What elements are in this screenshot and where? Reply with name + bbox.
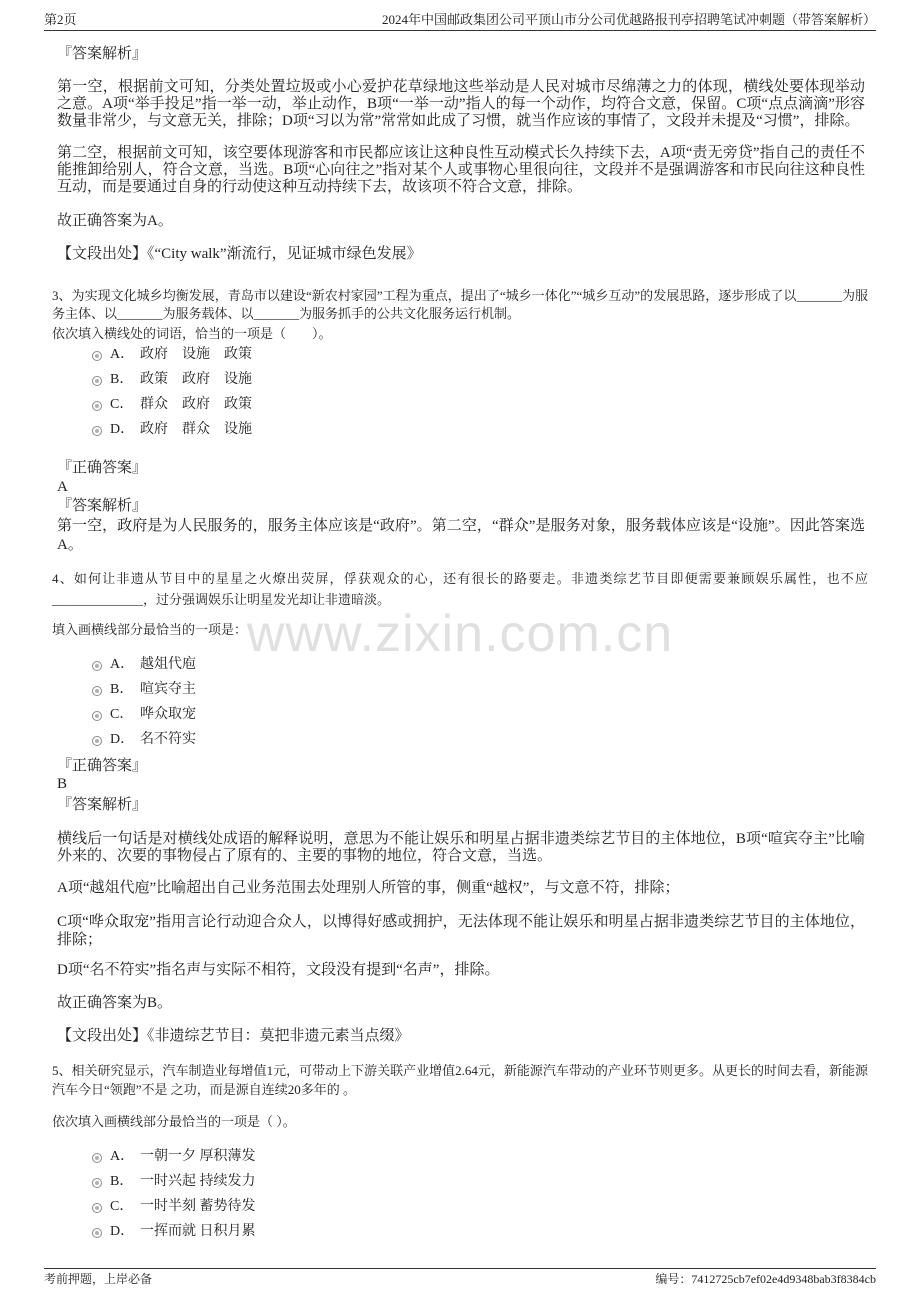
analysis-paragraph: 第一空，政府是为人民服务的，服务主体应该是“政府”。第二空，“群众”是服务对象，服务载体应该是“设施”。因此答案选A。 <box>57 518 865 553</box>
radio-icon <box>92 1228 102 1238</box>
analysis-paragraph: 第二空，根据前文可知，该空要体现游客和市民都应该让这种良性互动模式长久持续下去，A项“责无旁贷”指自己的责任不能推卸给别人，符合文意，当选。B项“心向往之”指对某个人或事物心里很向往，文段并不是强调游客和市民向往这种良性互动，而是要通过自身的行动使这种互动持续下去，故该项不符合文意，排除。 <box>57 145 865 195</box>
option-text: 越俎代庖 <box>140 657 196 672</box>
option-letter: D． <box>110 732 135 747</box>
option-a <box>92 1148 492 1166</box>
question-prompt: 依次填入画横线部分最恰当的一项是（ ）。 <box>52 1114 296 1129</box>
option-letter: A． <box>110 1149 135 1164</box>
option-text: 喧宾夺主 <box>140 682 196 697</box>
analysis-paragraph: A项“越俎代庖”比喻超出自己业务范围去处理别人所管的事，侧重“越权”，与文意不符，排除； <box>57 880 680 896</box>
question-stem: 3、为实现文化城乡均衡发展，青岛市以建设“新农村家园”工程为重点，提出了“城乡一体化”“城乡互动”的发展思路，逐步形成了以_______为服务主体、以_______为服务载体、以_______为服务抓手的公共文化服务运行机制。 <box>52 288 868 321</box>
option-text: 一朝一夕 厚积薄发 <box>140 1149 256 1164</box>
analysis-paragraph: 第一空，根据前文可知，分类处置垃圾或小心爱护花草绿地这些举动是人民对城市尽绵薄之力的体现，横线处要体现举动之意。A项“举手投足”指一举一动，举止动作，B项“一举一动”指人的每一个动作，均符合文意，保留。C项“点点滴滴”形容数量非常少，与文意无关，排除；D项“习以为常”常常如此成了习惯，就当作应该的事情了，文段并未提及“习惯”，排除。 <box>57 79 865 129</box>
option-text: 政策 政府 设施 <box>140 372 252 387</box>
option-letter: A． <box>110 657 135 672</box>
radio-icon <box>92 686 102 696</box>
option-text: 一时半刻 蓄势待发 <box>140 1199 256 1214</box>
analysis-paragraph: 横线后一句话是对横线处成语的解释说明，意思为不能让娱乐和明星占据非遗类综艺节目的主体地位，B项“喧宾夺主”比喻外来的、次要的事物侵占了原有的、主要的事物的地位，符合文意，当选。 <box>57 831 865 864</box>
option-b <box>92 1173 492 1191</box>
document-id: 编号：7412725cb7ef02e4d9348bab3f8384cb <box>655 1272 876 1286</box>
page-number: 第2页 <box>44 12 77 27</box>
option-text: 群众 政府 政策 <box>140 397 252 412</box>
radio-icon <box>92 426 102 436</box>
option-b <box>92 371 492 389</box>
analysis-paragraph: C项“哗众取宠”指用言论行动迎合众人，以博得好感或拥护，无法体现不能让娱乐和明星占据非遗类综艺节目的主体地位，排除； <box>57 914 865 948</box>
question-prompt: 填入画横线部分最恰当的一项是： <box>52 622 248 637</box>
correct-answer: A <box>57 479 68 495</box>
option-d <box>92 1223 492 1241</box>
option-letter: C． <box>110 707 134 722</box>
option-d <box>92 421 492 439</box>
analysis-paragraph: D项“名不符实”指名声与实际不相符，文段没有提到“名声”，排除。 <box>57 962 500 978</box>
option-letter: A． <box>110 347 135 362</box>
option-text: 哗众取宠 <box>140 707 196 722</box>
option-text: 一时兴起 持续发力 <box>140 1174 256 1189</box>
question-stem: 5、相关研究显示，汽车制造业每增值1元，可带动上下游关联产业增值2.64元，新能源汽车带动的产业环节则更多。从更长的时间去看，新能源汽车今日“领跑”不是 之功，而是源自连续20多年的 。 <box>52 1063 868 1097</box>
page-header <box>44 11 876 31</box>
question-prompt: 依次填入横线处的词语，恰当的一项是（ ）。 <box>52 326 332 341</box>
option-letter: B． <box>110 372 134 387</box>
radio-icon <box>92 1203 102 1213</box>
correct-answer-heading: 『正确答案』 <box>57 758 148 774</box>
radio-icon <box>92 736 102 746</box>
option-text: 政府 群众 设施 <box>140 422 252 437</box>
option-letter: B． <box>110 1174 134 1189</box>
option-c <box>92 706 492 724</box>
option-text: 一挥而就 日积月累 <box>140 1224 256 1239</box>
document-title: 2024年中国邮政集团公司平顶山市分公司优越路报刊亭招聘笔试冲刺题（带答案解析） <box>381 12 876 27</box>
answer-conclusion: 故正确答案为B。 <box>57 995 173 1011</box>
question-stem: 4、如何让非遗从节目中的星星之火燎出荧屏，俘获观众的心，还有很长的路要走。非遗类综艺节目即便需要兼顾娱乐属性，也不应______________，过分强调娱乐让明星发光却让非遗暗淡。 <box>52 571 868 607</box>
analysis-heading: 『答案解析』 <box>57 797 148 813</box>
passage-source: 【文段出处】《“City walk”渐流行，见证城市绿色发展》 <box>57 246 422 262</box>
option-a <box>92 656 492 674</box>
option-letter: B． <box>110 682 134 697</box>
correct-answer: B <box>57 776 68 792</box>
option-c <box>92 1198 492 1216</box>
option-a <box>92 346 492 364</box>
option-text: 政府 设施 政策 <box>140 347 252 362</box>
option-letter: D． <box>110 422 135 437</box>
radio-icon <box>92 661 102 671</box>
option-b <box>92 681 492 699</box>
option-text: 名不符实 <box>140 732 196 747</box>
option-d <box>92 731 492 749</box>
radio-icon <box>92 711 102 721</box>
answer-conclusion: 故正确答案为A。 <box>57 213 173 229</box>
analysis-heading: 『答案解析』 <box>57 498 148 514</box>
footer-divider <box>44 1268 876 1269</box>
option-letter: C． <box>110 1199 134 1214</box>
footer-slogan: 考前押题，上岸必备 <box>44 1272 153 1286</box>
radio-icon <box>92 401 102 411</box>
radio-icon <box>92 1178 102 1188</box>
watermark: www.zixin.com.cn <box>246 605 674 663</box>
radio-icon <box>92 351 102 361</box>
option-c <box>92 396 492 414</box>
analysis-heading: 『答案解析』 <box>57 46 148 62</box>
radio-icon <box>92 1153 102 1163</box>
correct-answer-heading: 『正确答案』 <box>57 460 148 476</box>
option-letter: C． <box>110 397 134 412</box>
passage-source: 【文段出处】《非遗综艺节目：莫把非遗元素当点缀》 <box>57 1028 410 1044</box>
option-letter: D． <box>110 1224 135 1239</box>
radio-icon <box>92 376 102 386</box>
